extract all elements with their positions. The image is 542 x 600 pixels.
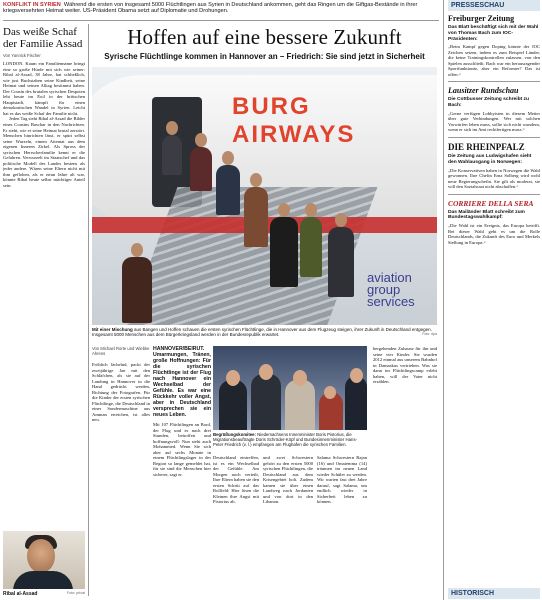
article-lead: HANNOVER/BEIRUT. Umarmungen, Tränen, große Hoffnungen: Für die syrischen Flüchtlinge ist der Flug nach Hannover ein Wechselbad der Gefühle. Es war eine Rückkehr voller Angst, aber in Deutschland versprechen sie ein neues Leben. xyxy=(153,346,211,418)
main-subhead: Syrische Flüchtlinge kommen in Hannover an – Friedrich: Sie sind jetzt in Sicherheit xyxy=(104,52,425,61)
article-col6-text: bergehenden Zuhause für ihn und seine vier Kinder. Sie wurden 2012 einmal aus unserem Bahnhof in Damaskus vertrieben. Was sie dann im Flüchtlingscamp erlebt haben, will der Vater nicht erzählen. xyxy=(373,346,437,385)
left-article xyxy=(3,26,85,596)
topic-kicker: KONFLIKT IN SYRIEN xyxy=(3,2,61,8)
left-article-paragraph-2: Jeden Tag sieht Ribal al-Assad die Bilder eines Cousins Baschar in den Nachrichten. Er sieht, wie er seine Heimat brutal zerstört. Menschen hinrichten lässt, er spürt selbst seine Wurzeln, einem Attentat aus dem eigenen Inneren Zirkel. Als Spross der syrischen Herrscherfamilie kennt er die Gefahren. Verwurzelt im Staatschef und das politische Modell des Landes bestens als jeder andere. Wären seine Eltern nicht mit ihm geflohen, als er neun Jahre alt war, könnte Ribal heute selbst mächtiger Anteil sein. xyxy=(3,116,85,189)
press-logo-corriere: CORRIERE DELLA SERA xyxy=(448,198,534,208)
portrait-caption-name: Ribal al-Assad xyxy=(3,591,38,596)
press-lead-4: Das Mailänder Blatt schreibt zum Bundestagswahlkampf: xyxy=(448,209,525,221)
top-rule xyxy=(3,20,439,21)
article-column-1 xyxy=(92,346,150,596)
ribal-portrait xyxy=(3,531,85,589)
welcome-photo-caption-body: Niedersachsens Innenminister Boris Pistorius, die Migrationsbeauftragte Doris Schröder-Köpf und Bundesinnenminister Hans-Peter Friedrich (v. l.) empfangen am Flughafen die syrischen Familien. xyxy=(213,432,358,448)
press-logo-freiburger: Freiburger Zeitung xyxy=(448,14,515,23)
press-divider-1 xyxy=(448,81,540,82)
historisch-heading: HISTORISCH xyxy=(448,588,540,599)
press-lead-3: Die Zeitung aus Ludwigshafen sieht den Wahlausgang in Norwegen: xyxy=(448,153,532,165)
left-article-paragraph-1: LONDON. Kaum ein Familienname bringt eine so große Hürde mit sich wie seiner: Ribal al-Assad, 38 Jahre, hat schließlich, wie just Buchstaben seine Kindheit, seine Heimat und seinen Alltag bestimmt haben. Der Cousin des brutalen syrischen Despoten lebt heute im Exil in der britischen Hauptstadt, kämpft für einen demokratischen Wandel in Syrien. Leicht hat es das weiße Schaf der Familie nicht. xyxy=(3,61,85,116)
article-authors: Von Michael Rorte und Wiebke Ahrens xyxy=(92,346,150,356)
article-col4-text: und zwei Schwestern gehört zu den ersten 5000 syrischen Flüchtlingen, die Deutschland aus dem Krisengebiet holt. Zudem kamen sie über einen Landweg nach Jordanien und von dort in den Libanon. xyxy=(263,455,313,505)
welcome-committee-photo xyxy=(213,346,367,430)
top-teaser xyxy=(3,2,443,15)
press-text-4: „Die Wahl ist ein Ereignis, das Europa betrifft. Bei dieser Wahl geht es um die Rolle Deutschlands, die Zukunft des Euro und Merkels Stellung in Europa.“ xyxy=(448,223,540,245)
press-review-column xyxy=(448,0,540,600)
portrait-credit: Foto: privat xyxy=(67,591,85,595)
press-logo-lausitzer: Lausitzer Rundschau xyxy=(448,86,519,96)
press-divider-2 xyxy=(448,137,540,138)
press-lead-2: Die Cottbusser Zeitung schreibt zu Bach: xyxy=(448,97,529,109)
refugee-arrival-photo xyxy=(92,67,437,325)
article-col3-text: Deutschland eintreffen, ist es ein Wechselbad der Gefühle. Am Morgen noch verteilt, Ihre Eltern haben sie den ersten Schritt auf das Rollfeld: Hier lösen die Kleinen ihre Angst mit Pistorius ab. xyxy=(213,455,259,505)
right-column-rule xyxy=(443,0,444,600)
article-column-3 xyxy=(213,455,259,596)
main-header xyxy=(92,26,437,61)
article-col1-text: Fröhlich lächelnd, packt der zweijährige Jan mit den Schläfchen, als sie auf der Landung in Hannover in die Hand gedrückt werden, Richtung der Fotografen. Für die Kinder der ersten syrischen Flüchtlinge, die Deutschland in einer Sondermaschine aus Amman erreichen, ist alles neu. xyxy=(92,362,150,423)
aviation-lettering: aviation group services xyxy=(367,270,415,309)
left-article-title: Das weiße Schaf der Familie Assad xyxy=(3,26,83,50)
airline-lettering: BURG AIRWAYS xyxy=(232,93,356,148)
press-lead-1: Das Blatt beschäftigt sich mit der Wahl von Thomas Bach zum IOC-Präsidenten: xyxy=(448,25,539,42)
press-divider-3 xyxy=(448,194,540,195)
welcome-photo-caption-lead: Begrüßungskomitee: xyxy=(213,432,256,437)
teaser-text: Während die ersten von insgesamt 5000 Flüchtlingen aus Syrien in Deutschland ankommen, geht das Ringen um die Giftgas-Bestände in ihrer kriegsversehrten Heimat weiter. US-Präsident Obama setzt auf Diplomatie und Drohungen. xyxy=(3,2,418,15)
press-text-1: „Beim Kampf gegen Doping könnte der IOC Zeichen setzen, indem es zum Beispiel Länder, die keine Trainingskontrollen zulassen, von den Spielen ausschließt. Bach war ein herausragender Sportfunktionär, aber ein Reformer? Das ist offen.“ xyxy=(448,44,540,77)
main-photo-caption-body: aus Bangen und Hoffen schauen die ersten syrischen Flüchtlinge, die in Hannover aus dem Flugzeug steigen, ihrer Zukunft in Deutschland entgegen. Insgesamt 5000 Menschen aus dem Bürgerkriegsland werden in der Bundesrepublik erwartet. xyxy=(92,327,432,338)
article-column-5 xyxy=(317,455,367,596)
press-review-heading: PRESSESCHAU xyxy=(448,0,540,11)
left-article-author: Von Yannick Fischer xyxy=(3,53,41,58)
press-logo-rheinpfalz: DIE RHEINPFALZ xyxy=(448,141,525,152)
portrait-caption xyxy=(3,591,85,596)
welcome-photo-caption xyxy=(213,432,367,448)
article-column-4 xyxy=(263,455,313,596)
article-col2-text: Mit 107 Flüchtlingen an Bord, der Flug und es nach drei Stunden, betroffen und hoffnungsvoll: Nun steht auch Mohammed. Wenn Sie sich aber auf sechs Monate in einem Flüchtlingslager in der Region so lange gemeldet hat, für sie sind die Menschen hier sicherer, sagt er. xyxy=(153,422,211,477)
article-column-2 xyxy=(153,346,211,596)
main-photo-caption-lead: Mit einer Mischung xyxy=(92,327,133,332)
press-text-2: „Gerne verfügen Lobbyisten in diesem Metier über gute Verbindungen. Wer mit solchen Vorwürfen leben muss, sollte sich nicht wundern, wenn er sich im Amt rechtfertigen muss.“ xyxy=(448,110,540,133)
article-col5-text: Salama Schwestern Rajan (16) und Omaiemma (14) träumen im neuen Land wieder Schüler zu werden. Wir warten fast drei Jahre darauf, sagt Salama, um endlich wieder in Sicherheit leben zu können. xyxy=(317,455,367,505)
left-column-rule xyxy=(88,24,89,596)
main-photo-caption xyxy=(92,327,437,338)
article-column-6 xyxy=(373,346,437,596)
main-headline: Hoffen auf eine bessere Zukunft xyxy=(127,25,402,49)
press-text-3: „Die Konservativen haben in Norwegen die Wahl gewonnen. Ihre Chefin Erna Solberg wird wohl neue Regierungschefin. Sie gilt als moderat, sie will den Sozialstaat nicht abschaffen.“ xyxy=(448,167,540,190)
main-photo-credit: Foto: dpa xyxy=(422,332,437,337)
